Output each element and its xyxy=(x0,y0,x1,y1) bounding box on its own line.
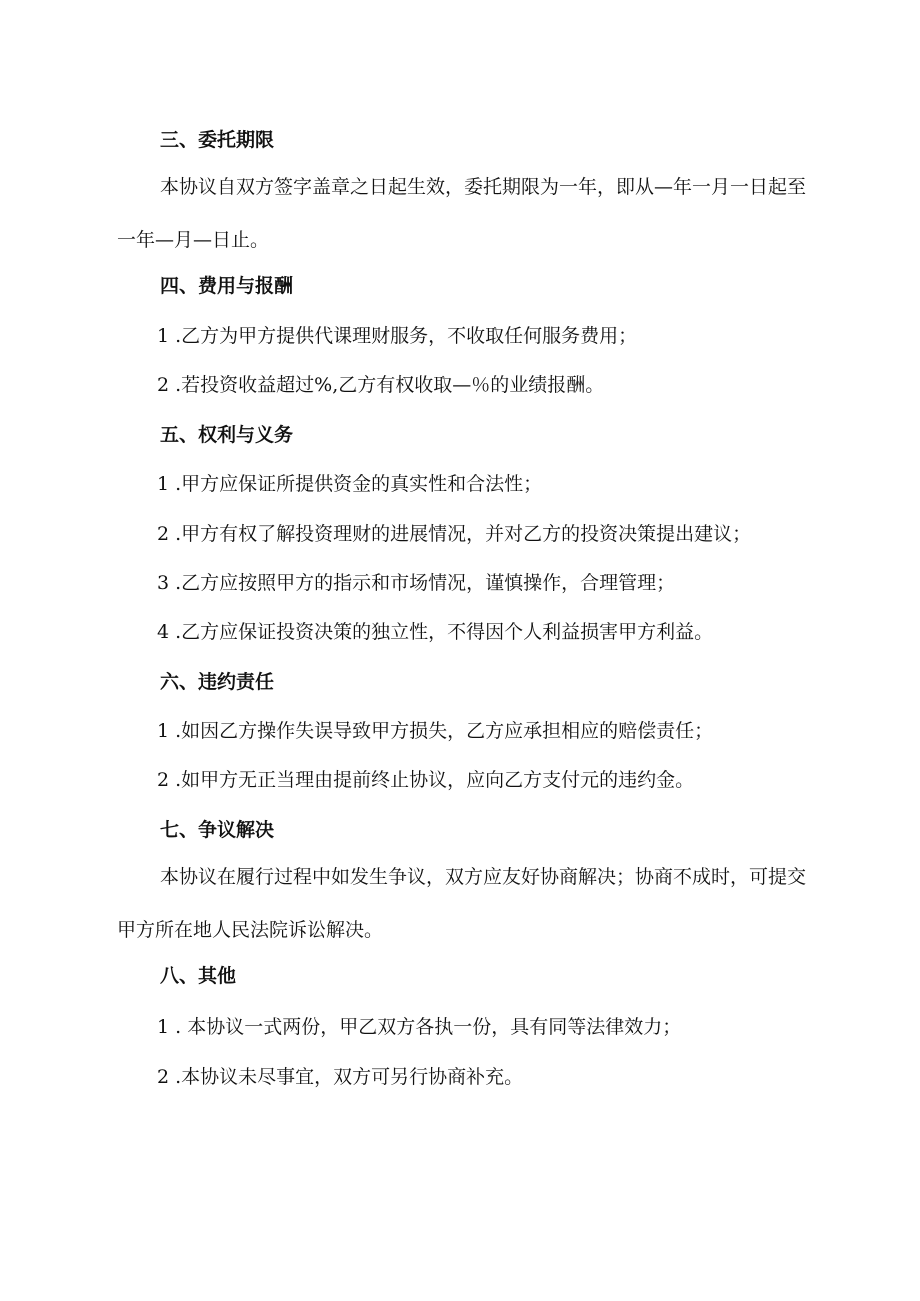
list-item: 1 . 本协议一式两份，甲乙双方各执一份，具有同等法律效力； xyxy=(157,1016,682,1038)
list-item: 2 .甲方有权了解投资理财的进展情况，并对乙方的投资决策提出建议； xyxy=(157,523,752,545)
paragraph-term: 本协议自双方签字盖章之日起生效，委托期限为一年，即从—年一月一日起至一年—月—日止。 xyxy=(117,176,807,251)
section-heading-dispute: 七、争议解决 xyxy=(160,819,275,841)
list-item: 4 .乙方应保证投资决策的独立性，不得因个人利益损害甲方利益。 xyxy=(157,621,714,643)
section-heading-breach: 六、违约责任 xyxy=(160,671,275,693)
paragraph-dispute: 本协议在履行过程中如发生争议，双方应友好协商解决；协商不成时，可提交甲方所在地人民法院诉讼解决。 xyxy=(117,866,807,941)
list-item: 3 .乙方应按照甲方的指示和市场情况，谨慎操作，合理管理； xyxy=(157,572,676,594)
list-item: 1 .甲方应保证所提供资金的真实性和合法性； xyxy=(157,473,543,495)
section-heading-fees: 四、费用与报酬 xyxy=(160,275,294,297)
list-item: 2 .若投资收益超过%,乙方有权收取—％的业绩报酬。 xyxy=(157,374,605,396)
list-item: 2 .本协议未尽事宜，双方可另行协商补充。 xyxy=(157,1066,524,1088)
section-heading-other: 八、其他 xyxy=(160,965,237,987)
section-heading-term: 三、委托期限 xyxy=(160,129,275,151)
list-item: 1 .如因乙方操作失误导致甲方损失，乙方应承担相应的赔偿责任； xyxy=(157,720,714,742)
list-item: 1 .乙方为甲方提供代课理财服务，不收取任何服务费用； xyxy=(157,325,638,347)
section-heading-rights: 五、权利与义务 xyxy=(160,424,294,446)
list-item: 2 .如甲方无正当理由提前终止协议，应向乙方支付元的违约金。 xyxy=(157,769,695,791)
